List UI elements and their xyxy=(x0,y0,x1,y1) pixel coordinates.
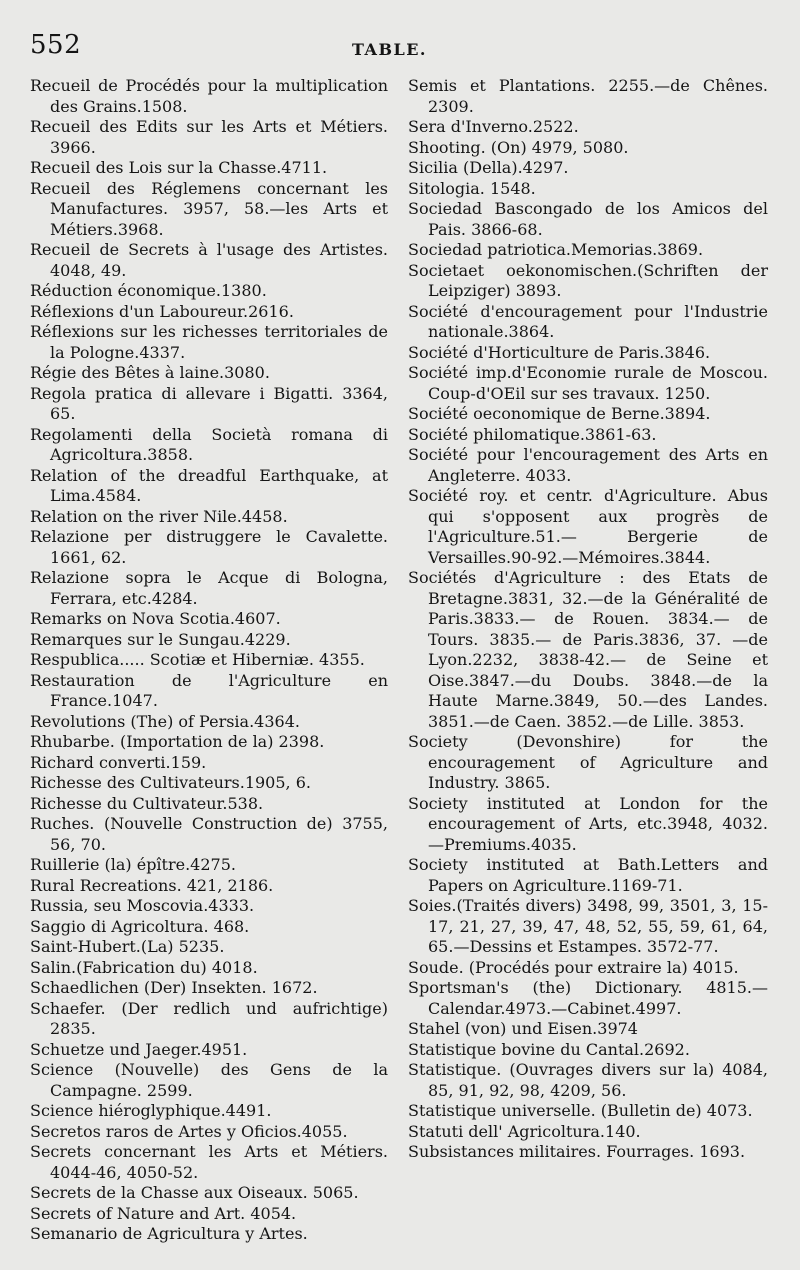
index-entry: Sera d'Inverno.2522. xyxy=(408,117,579,136)
index-entry: Subsistances militaires. Fourrages. 1693. xyxy=(408,1142,746,1161)
index-entry: Régie des Bêtes à laine.3080. xyxy=(30,363,270,382)
index-entry: Statistique universelle. (Bulletin de) 4073. xyxy=(408,1101,753,1120)
index-entry: Rhubarbe. (Importation de la) 2398. xyxy=(30,732,325,751)
index-entry: Relazione per distruggere le Cavalette. 1661, 62. xyxy=(30,527,388,567)
index-entry: Société philomatique.3861-63. xyxy=(408,424,657,444)
index-entry: Recueil de Secrets à l'usage des Artistes. 4048, 49. xyxy=(30,240,388,280)
index-entry: Sociedad patriotica.Memorias.3869. xyxy=(408,240,704,259)
index-entry: Sicilia (Della).4297. xyxy=(408,158,569,177)
index-entry: Science (Nouvelle) des Gens de la Campagne. 2599. xyxy=(30,1060,388,1100)
index-entry: Society (Devonshire) for the encouragement of Agriculture and Industry. 3865. xyxy=(408,732,768,792)
index-entry: Recueil des Lois sur la Chasse.4711. xyxy=(30,158,328,177)
index-entry: Regolamenti della Società romana di Agricoltura.3858. xyxy=(30,424,388,464)
index-entry: Soies.(Traités divers) 3498, 99, 3501, 3, 15-17, 21, 27, 39, 47, 48, 52, 55, 59, 61, 64, 65.—Dessins et Estampes. 3572-77. xyxy=(408,896,768,956)
index-entry: Ruches. (Nouvelle Construction de) 3755, 56, 70. xyxy=(30,814,388,854)
index-entry: Semanario de Agricultura y Artes. xyxy=(30,1224,308,1243)
index-entry: Respublica..... Scotiæ et Hiberniæ. 4355. xyxy=(30,650,365,669)
index-entry: Société roy. et centr. d'Agriculture. Abus qui s'opposent aux progrès de l'Agriculture.51.— Bergerie de Versailles.90-92.—Mémoires.3844. xyxy=(408,486,768,567)
index-entry: Saggio di Agricoltura. 468. xyxy=(30,916,250,936)
index-entry: Statistique bovine du Cantal.2692. xyxy=(408,1039,690,1059)
index-entry: Remarks on Nova Scotia.4607. xyxy=(30,609,281,628)
index-entry: Shooting. (On) 4979, 5080. xyxy=(408,137,629,157)
index-entry: Schaefer. (Der redlich und aufrichtige) 2835. xyxy=(30,998,388,1038)
index-entry: Réflexions d'un Laboureur.2616. xyxy=(30,301,294,321)
index-entry: Société d'encouragement pour l'Industrie nationale.3864. xyxy=(408,301,768,341)
index-column-left xyxy=(30,76,388,1245)
index-entry: Richard converti.159. xyxy=(30,752,207,772)
index-entry: Salin.(Fabrication du) 4018. xyxy=(30,957,258,977)
index-entry: Secrets concernant les Arts et Métiers. 4044-46, 4050-52. xyxy=(30,1142,388,1182)
index-entry: Relation of the dreadful Earthquake, at Lima.4584. xyxy=(30,465,388,505)
index-entry: Relation on the river Nile.4458. xyxy=(30,506,288,526)
index-entry: Sportsman's (the) Dictionary. 4815.— Calendar.4973.—Cabinet.4997. xyxy=(408,978,768,1018)
index-entry: Réflexions sur les richesses territoriales de la Pologne.4337. xyxy=(30,322,388,362)
index-entry: Recueil des Réglemens concernant les Manufactures. 3957, 58.—les Arts et Métiers.3968. xyxy=(30,178,388,239)
index-entry: Science hiéroglyphique.4491. xyxy=(30,1101,272,1120)
index-entry: Remarques sur le Sungau.4229. xyxy=(30,629,291,649)
index-entry: Schuetze und Jaeger.4951. xyxy=(30,1039,248,1059)
index-entry: Statistique. (Ouvrages divers sur la) 4084, 85, 91, 92, 98, 4209, 56. xyxy=(408,1060,768,1100)
index-entry: Richesse des Cultivateurs.1905, 6. xyxy=(30,773,311,792)
index-entry: Rural Recreations. 421, 2186. xyxy=(30,875,274,895)
index-entry: Revolutions (The) of Persia.4364. xyxy=(30,711,300,731)
index-entry: Société oeconomique de Berne.3894. xyxy=(408,404,711,423)
index-entry: Schaedlichen (Der) Insekten. 1672. xyxy=(30,978,318,997)
index-entry: Recueil des Edits sur les Arts et Métiers. 3966. xyxy=(30,117,388,157)
index-entry: Secrets de la Chasse aux Oiseaux. 5065. xyxy=(30,1183,359,1202)
index-entry: Semis et Plantations. 2255.—de Chênes. 2309. xyxy=(408,76,768,116)
index-entry: Relazione sopra le Acque di Bologna, Ferrara, etc.4284. xyxy=(30,568,388,608)
index-entry: Sitologia. 1548. xyxy=(408,178,536,198)
index-entry: Statuti dell' Agricoltura.140. xyxy=(408,1121,641,1141)
index-entry: Regola pratica di allevare i Bigatti. 3364, 65. xyxy=(30,383,388,423)
index-entry: Secrets of Nature and Art. 4054. xyxy=(30,1203,297,1223)
index-entry: Richesse du Cultivateur.538. xyxy=(30,793,264,813)
index-entry: Secretos raros de Artes y Oficios.4055. xyxy=(30,1121,348,1141)
index-entry: Soude. (Procédés pour extraire la) 4015. xyxy=(408,957,739,977)
index-entry: Russia, seu Moscovia.4333. xyxy=(30,896,255,915)
running-title: TABLE. xyxy=(352,40,427,59)
index-entry: Stahel (von) und Eisen.3974 xyxy=(408,1019,638,1038)
index-entry: Society instituted at Bath.Letters and Papers on Agriculture.1169-71. xyxy=(408,855,768,895)
index-entry: Société d'Horticulture de Paris.3846. xyxy=(408,342,711,362)
index-entry: Restauration de l'Agriculture en France.1047. xyxy=(30,670,388,710)
page-number: 552 xyxy=(30,30,82,60)
index-entry: Society instituted at London for the encouragement of Arts, etc.3948, 4032. —Premiums.4035. xyxy=(408,793,768,854)
index-entry: Saint-Hubert.(La) 5235. xyxy=(30,937,225,956)
index-entry: Réduction économique.1380. xyxy=(30,281,267,300)
index-entry: Ruillerie (la) épître.4275. xyxy=(30,855,236,874)
index-entry: Sociedad Bascongado de los Amicos del Pais. 3866-68. xyxy=(408,199,768,239)
index-entry: Société imp.d'Economie rurale de Moscou. Coup-d'OEil sur ses travaux. 1250. xyxy=(408,363,768,403)
index-entry: Société pour l'encouragement des Arts en Angleterre. 4033. xyxy=(408,445,768,485)
index-entry: Sociétés d'Agriculture : des Etats de Bretagne.3831, 32.—de la Généralité de Paris.3833.— de Rouen. 3834.— de Tours. 3835.— de Paris.3836, 37. —de Lyon.2232, 3838-42.— de Seine et Oise.3847.—du Doubs. 3848.—de la Haute Marne.3849, 50.—des Landes. 3851.—de Caen. 3852.—de Lille. 3853. xyxy=(408,568,768,731)
index-entry: Societaet oekonomischen.(Schriften der Leipziger) 3893. xyxy=(408,260,768,300)
index-entry: Recueil de Procédés pour la multiplication des Grains.1508. xyxy=(30,76,388,116)
index-column-right xyxy=(408,76,768,1163)
